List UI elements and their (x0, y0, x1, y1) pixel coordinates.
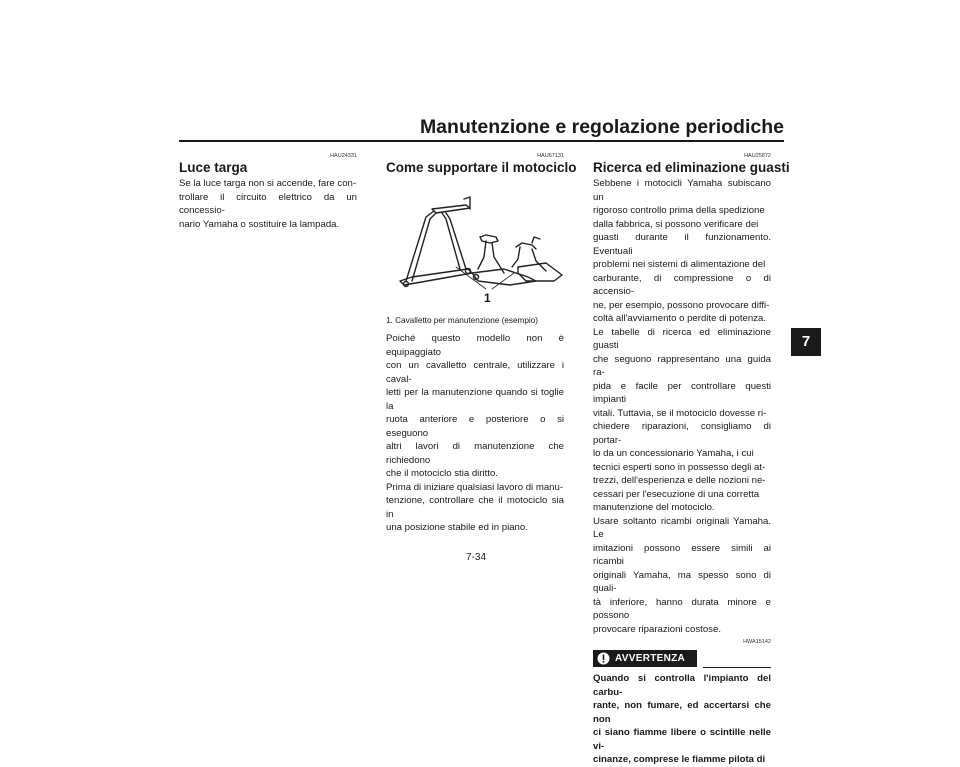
paragraph-line: che il motociclo stia diritto. (386, 468, 498, 479)
callout-number: 1 (484, 291, 491, 305)
paragraph-line: nario Yamaha o sostituire la lampada. (179, 218, 340, 230)
warning-label: AVVERTENZA (615, 653, 686, 664)
column-license-light (179, 152, 357, 231)
paragraph-line: rigoroso controllo prima della spedizione (593, 205, 765, 216)
warning-line: ci siano fiamme libere o scintille nelle vi- (593, 727, 771, 752)
paragraph-line: ruota anteriore e posteriore o si eseguono (386, 414, 564, 439)
paragraph-line: con un cavalletto centrale, utilizzare i caval- (386, 360, 564, 385)
section-heading: Luce targa (179, 160, 248, 175)
section-code: HAU67131 (537, 153, 564, 159)
column-support-motorcycle (386, 152, 577, 535)
paragraph-line: chiedere riparazioni, consigliamo di portar- (593, 421, 771, 446)
paragraph-line: originali Yamaha, ma spesso sono di quali- (593, 569, 771, 594)
paragraph-line: letti per la manutenzione quando si toglie la (386, 387, 564, 412)
paragraph-line: dalla fabbrica, si possono verificare dei (593, 218, 759, 230)
paragraph-line: provocare riparazioni costose. (593, 623, 721, 635)
section-heading: Ricerca ed eliminazione guasti (593, 160, 790, 175)
paragraph-line: una posizione stabile ed in piano. (386, 522, 528, 533)
warning-line: cinanze, comprese le fiamme pilota di (593, 754, 766, 765)
paragraph-line: tenzione, controllare che il motociclo sia in (386, 495, 564, 520)
paragraph-line: pida e facile per controllare questi impianti (593, 380, 771, 405)
warning-line: Quando si controlla l'impianto del carbu- (593, 673, 771, 698)
section-code: HAU24331 (330, 153, 357, 159)
page-header-title: Manutenzione e regolazione periodiche (419, 116, 784, 138)
column-troubleshooting (593, 152, 790, 767)
warning-code: HWA15142 (743, 639, 771, 645)
paragraph-line: Se la luce targa non si accende, fare con- (179, 178, 357, 189)
paragraph-line: imitazioni possono essere simili ai ricambi (593, 542, 771, 567)
section-heading: Come supportare il motociclo (386, 160, 577, 175)
paragraph-line: coltà all'avviamento o perdite di potenza. (593, 313, 767, 324)
paragraph-line: problemi nei sistemi di alimentazione del (593, 259, 766, 270)
paragraph-line: Le tabelle di ricerca ed eliminazione guasti (593, 326, 771, 351)
paragraph-line: guasti durante il funzionamento. Eventuali (593, 232, 771, 257)
paragraph-line: Sebbene i motocicli Yamaha subiscano un (593, 178, 771, 203)
warning-rule (703, 667, 771, 668)
paragraph-line: tecnici esperti sono in possesso degli at- (593, 461, 766, 473)
maintenance-stand-illustration (386, 177, 564, 311)
paragraph-line: Usare soltanto ricambi originali Yamaha. Le (593, 515, 771, 540)
figure-caption: 1. Cavalletto per manutenzione (esempio) (386, 316, 539, 325)
chapter-tab: 7 (791, 328, 821, 356)
paragraph-line: manutenzione del motociclo. (593, 502, 715, 513)
warning-banner (593, 648, 771, 672)
paragraph-line: ne, per esempio, possono provocare diffi- (593, 299, 770, 311)
paragraph-line: che seguono rappresentano una guida ra- (593, 353, 771, 378)
warning-label-box (593, 650, 697, 667)
paragraph-line: altri lavori di manutenzione che richiedono (386, 441, 564, 466)
header-rule (179, 140, 784, 142)
paragraph-line: lo da un concessionario Yamaha, i cui (593, 448, 754, 459)
paragraph-line: vitali. Tuttavia, se il motociclo dovesse ri- (593, 407, 767, 419)
page-number: 7-34 (466, 552, 487, 563)
paragraph-line: trollare il circuito elettrico da un concessio- (179, 191, 357, 216)
paragraph-line: Prima di iniziare qualsiasi lavoro di manu- (386, 481, 564, 493)
paragraph-line: carburante, di compressione o di accensio- (593, 272, 771, 297)
paragraph-line: cessari per l'esecuzione di una corretta (593, 488, 760, 500)
maintenance-stand-drawing (386, 177, 564, 311)
paragraph-line: tà inferiore, hanno durata minore e possono (593, 596, 771, 621)
paragraph-line: trezzi, dell'esperienza e delle nozioni ne- (593, 475, 766, 486)
section-code: HAU25872 (744, 153, 771, 159)
warning-line: rante, non fumare, ed accertarsi che non (593, 700, 771, 725)
warning-icon (597, 652, 610, 665)
paragraph-line: Poiché questo modello non è equipaggiato (386, 333, 564, 358)
